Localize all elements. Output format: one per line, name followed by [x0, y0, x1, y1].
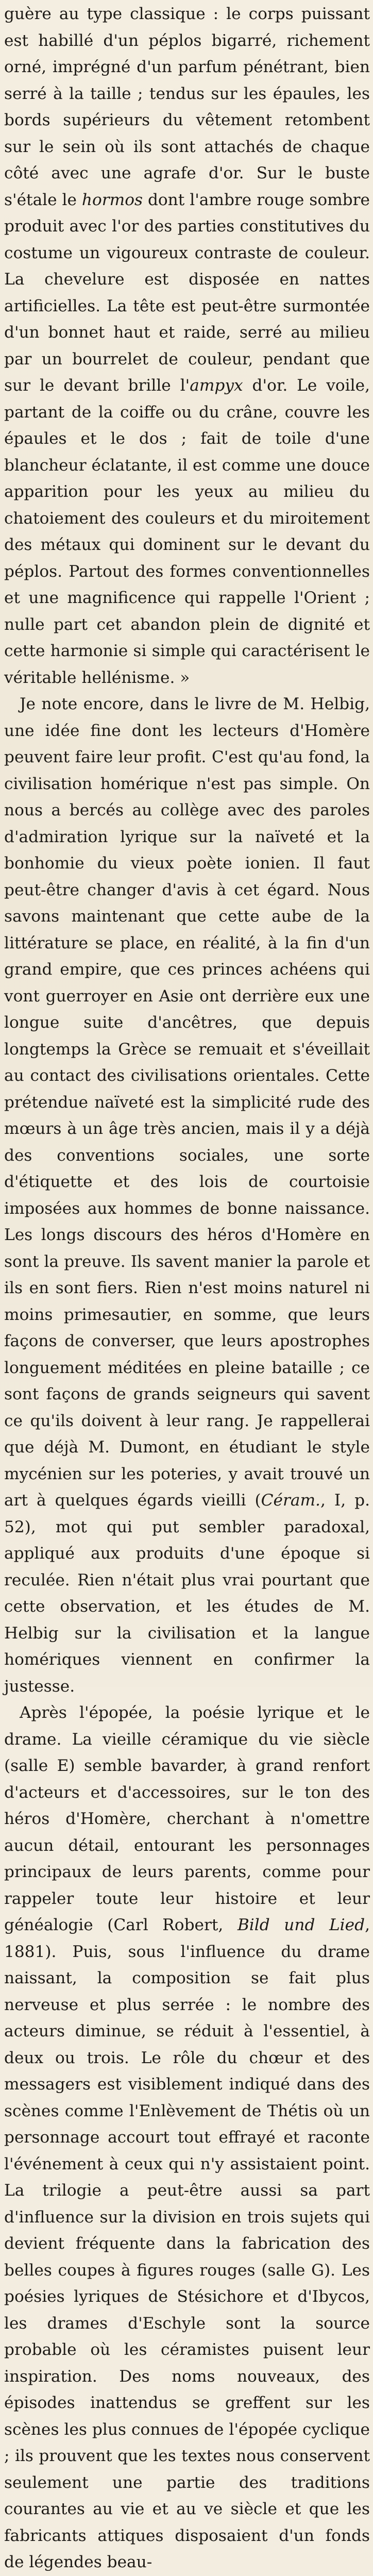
italic-citation-ceram: Céram. [261, 1491, 320, 1510]
paragraph-homeric-civilisation [4, 691, 370, 1700]
text-segment: guère au type classique : le corps puissant est habillé d'un péplos bigarré, richement orné, imprégné d'un parfum pénétrant, bien serré à la taille ; tendus sur les épaules, les bords supérieurs du vêtement retombent sur le sein où ils sont attachés de chaque côté avec une agrafe d'or. Sur le buste s'étale le [4, 5, 370, 209]
text-segment: dont l'ambre rouge sombre produit avec l'or des parties constitutives du costume un vigoureux contraste de couleur. La chevelure est disposée en nattes artificielles. La tête est peut-être surmontée d'un bonnet haut et raide, serré au milieu par un bourrelet de couleur, pendant que sur le devant brille l' [4, 190, 370, 395]
italic-term-ampyx: ampyx [190, 376, 243, 395]
text-segment: Après l'épopée, la poésie lyrique et le drame. La vieille céramique du vie siècle (salle E) semble bavarder, à grand renfort d'acteurs et d'accessoires, sur le ton des héros d'Homère, cherchant à n'omettre aucun détail, entourant les personnages principaux de leurs parents, comme pour rappeler toute leur histoire et leur généalogie (Carl Robert, [4, 1703, 370, 1934]
text-segment: d'or. Le voile, partant de la coiffe ou du crâne, couvre les épaules et le dos ; fait de toile d'une blancheur éclatante, il est comme une douce apparition pour les yeux au milieu du chatoiement des couleurs et du miroitement des métaux qui dominent sur le devant du péplos. Partout des formes conventionnelles et une magnificence qui rappelle l'Orient ; nulle part cet abandon plein de dignité et cette harmonie si simple qui caractérisent le véritable hellénisme. » [4, 376, 370, 687]
italic-term-hormos: hormos [81, 190, 143, 209]
paragraph-peplos-description [4, 1, 370, 691]
text-segment: , 1881). Puis, sous l'influence du drame naissant, la composition se fait plus nerveuse et plus serrée : le nombre des acteurs diminue, se réduit à l'essentiel, à deux ou trois. Le rôle du chœur et des messagers est visiblement indiqué dans des scènes comme l'Enlèvement de Thétis où un personnage accourt tout effrayé et raconte l'événement à ceux qui n'y assistaient point. La trilogie a peut-être aussi sa part d'influence sur la division en trois sujets qui devient fréquente dans la fabrication des belles coupes à figures rouges (salle G). Les poésies lyriques de Stésichore et d'Ibycos, les drames d'Eschyle sont la source probable où les céramistes puisent leur inspiration. Des noms nouveaux, des épisodes inattendus se greffent sur les scènes les plus connues de l'épopée cyclique ; ils prouvent que les textes nous conservent seulement une partie des traditions courantes au vie et au ve siècle et que les fabricants attiques disposaient d'un fonds de légendes beau- [4, 1916, 370, 2571]
text-segment: Je note encore, dans le livre de M. Helbig, une idée fine dont les lecteurs d'Homère peuvent faire leur profit. C'est qu'au fond, la civilisation homérique n'est pas simple. On nous a bercés au collège avec des paroles d'admiration lyrique sur la naïveté et la bonhomie du vieux poète ionien. Il faut peut-être changer d'avis à cet égard. Nous savons maintenant que cette aube de la littérature se place, en réalité, à la fin d'un grand empire, que ces princes achéens qui vont guerroyer en Asie ont derrière eux une longue suite d'ancêtres, que depuis longtemps la Grèce se remuait et s'éveillait au contact des civilisations orientales. Cette prétendue naïveté est la simplicité rude des mœurs à un âge très ancien, mais il y a déjà des conventions sociales, une sorte d'étiquette et des lois de courtoisie imposées aux hommes de bonne naissance. Les longs discours des héros d'Homère en sont la preuve. Ils savent manier la parole et ils en sont fiers. Rien n'est moins naturel ni moins primesautier, en somme, que leurs façons de converser, que leurs apostrophes longuement méditées en pleine bataille ; ce sont façons de grands seigneurs qui savent ce qu'ils doivent à leur rang. Je rappellerai que déjà M. Dumont, en étudiant le style mycénien sur les poteries, y avait trouvé un art à quelques égards vieilli ( [4, 695, 370, 1510]
paragraph-lyric-poetry-and-drama [4, 1700, 370, 2576]
italic-title-bild-und-lied: Bild und Lied [237, 1916, 365, 1934]
text-segment: , I, p. 52), mot qui put sembler paradoxal, appliqué aux produits d'une époque si reculée. Rien n'était plus vrai pourtant que cette observation, et les études de M. Helbig sur la civilisation et la langue homériques viennent en confirmer la justesse. [4, 1491, 370, 1696]
